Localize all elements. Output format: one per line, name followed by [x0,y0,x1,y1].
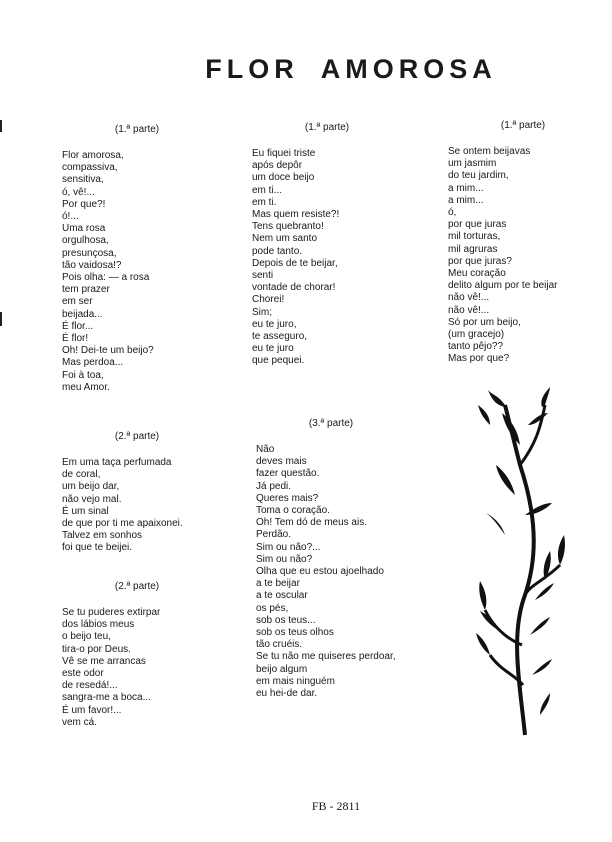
verse-line: Em uma taça perfumada [62,457,172,468]
verse-line: Oh! Dei-te um beijo? [62,345,154,357]
verse-line: por que juras? [448,255,512,267]
verse-line: o beijo teu, [62,631,111,643]
verse-line: sangra-me a boca... [62,692,151,704]
verse-line: dos lábios meus [62,619,135,631]
verse-line: Mas quem resiste?! [252,209,340,221]
verse-line: a mim... [448,182,484,194]
verse-line: É um sinal [62,505,109,517]
verse-line: delito algum por te beijar [448,280,558,292]
verse-line: que pequei. [252,355,305,367]
verse-line: Nem um santo [252,233,318,245]
verse-line: eu hei-de dar. [256,688,318,700]
verse-line: este odor [62,668,104,680]
verse-line: orgulhosa, [62,235,109,247]
verse-line: não vejo mal. [62,493,122,505]
verse-line: eu te juro, [252,318,297,330]
verse-line: sensitiva, [62,174,104,186]
verse-line: Sim; [252,306,272,318]
verse-line: (um gracejo) [448,329,505,341]
verse-line: beijada... [62,308,103,320]
section-heading: (3.ª parte) [308,418,354,429]
verse-line: vem cá. [62,716,98,728]
verse-line: do teu jardim, [448,170,509,182]
verse-line: Pois olha: — a rosa [62,272,150,284]
verse-list [256,444,406,700]
verse-line: Talvez em sonhos [62,530,143,542]
poem-section-col1-part2 [62,431,212,555]
verse-line: Flor amorosa, [62,150,124,161]
section-heading: (1.ª parte) [500,120,546,131]
poem-section-col2-part2 [256,418,406,700]
verse-line: tanto pêjo?? [448,341,504,353]
verse-line: Eu fiquei triste [252,148,316,159]
verse-line: Se ontem beijavas [448,146,531,157]
verse-line: em ti... [252,184,283,196]
verse-line: de que por ti me apaixonei. [62,518,183,530]
verse-line: a te beijar [256,578,300,590]
section-heading: (2.ª parte) [114,431,160,442]
verse-line: Perdão. [256,529,292,541]
verse-line: por que juras [448,219,507,231]
margin-mark [0,312,2,326]
verse-line: em mais ninguém [256,675,335,687]
verse-line: Oh! Tem dó de meus ais. [256,517,367,529]
verse-line: tem prazer [62,284,110,296]
verse-line: vontade de chorar! [252,282,336,294]
verse-line: compassiva, [62,162,118,174]
verse-line: não vê!... [448,304,490,316]
verse-line: Se tu não me quiseres perdoar, [256,651,396,663]
verse-list [252,148,402,368]
poem-section-col1-part3 [62,581,212,729]
verse-line: Depois de te beijar, [252,257,338,269]
verse-line: um doce beijo [252,172,315,184]
verse-line: Mas por que? [448,353,510,365]
verse-line: em ti. [252,196,277,208]
verse-line: pode tanto. [252,245,303,257]
verse-line: Sim ou não?... [256,541,321,553]
verse-line: Não [256,444,275,455]
verse-line: tão vaidosa!? [62,259,122,271]
verse-line: em ser [62,296,93,308]
verse-line: Mas perdoa... [62,357,124,369]
verse-line: foi que te beijei. [62,542,133,554]
verse-line: Sim ou não? [256,553,313,565]
poem-section-col2-part1 [252,122,402,368]
verse-line: Meu coração [448,268,506,280]
title-word-2: AMOROSA [320,54,497,84]
verse-line: É um favor!... [62,704,122,716]
title-word-1: FLOR [205,54,299,84]
page-footer: FB - 2811 [311,799,361,813]
verse-line: presunçosa, [62,247,117,259]
verse-line: te asseguro, [252,331,308,343]
verse-line: beijo algum [256,663,308,675]
verse-list [62,457,212,555]
page-title [0,54,612,85]
verse-list [62,607,212,729]
verse-line: tira-o por Deus. [62,643,131,655]
poem-section-col1-part1 [62,124,212,394]
verse-line: Vê se me arrancas [62,655,146,667]
verse-line: não vê!... [448,292,490,304]
verse-line: Foi à toa, [62,369,104,381]
verse-line: Se tu puderes extirpar [62,607,161,618]
verse-line: Uma rosa [62,223,106,235]
verse-line: os pés, [256,602,289,614]
verse-line: Chorei! [252,294,285,306]
verse-line: É flor! [62,333,89,345]
verse-line: Só por um beijo, [448,316,521,328]
verse-line: sob os teus olhos [256,627,334,639]
verse-line: um jasmim [448,158,497,170]
verse-line: de coral, [62,469,101,481]
verse-line: Toma o coração. [256,505,330,517]
verse-line: ó, vê!... [62,186,95,198]
verse-line: de resedá!... [62,680,118,692]
verse-line: mil torturas, [448,231,501,243]
verse-line: Queres mais? [256,492,319,504]
verse-line: Por que?! [62,198,106,210]
verse-line: Tens quebranto! [252,221,324,233]
verse-line: ó, [448,207,457,219]
verse-line: ó!... [62,211,79,223]
verse-line: após depôr [252,160,303,172]
section-heading: (1.ª parte) [304,122,350,133]
poem-section-col3-part1 [448,120,598,366]
section-heading: (2.ª parte) [114,581,160,592]
verse-line: fazer questão. [256,468,320,480]
margin-mark [0,120,2,132]
verse-list [62,150,212,394]
verse-line: mil agruras [448,243,498,255]
verse-line: Olha que eu estou ajoelhado [256,566,384,578]
verse-list [448,146,598,366]
verse-line: Já pedi. [256,480,292,492]
verse-line: deves mais [256,456,307,468]
verse-line: senti [252,270,274,282]
verse-line: eu te juro [252,343,294,355]
leafy-branch-icon [470,385,570,745]
verse-line: a te oscular [256,590,308,602]
section-heading: (1.ª parte) [114,124,160,135]
verse-line: a mim... [448,194,484,206]
verse-line: É flor... [62,320,94,332]
verse-line: tão cruéis. [256,639,303,651]
verse-line: sob os teus... [256,614,316,626]
verse-line: um beijo dar, [62,481,120,493]
verse-line: meu Amor. [62,381,110,393]
